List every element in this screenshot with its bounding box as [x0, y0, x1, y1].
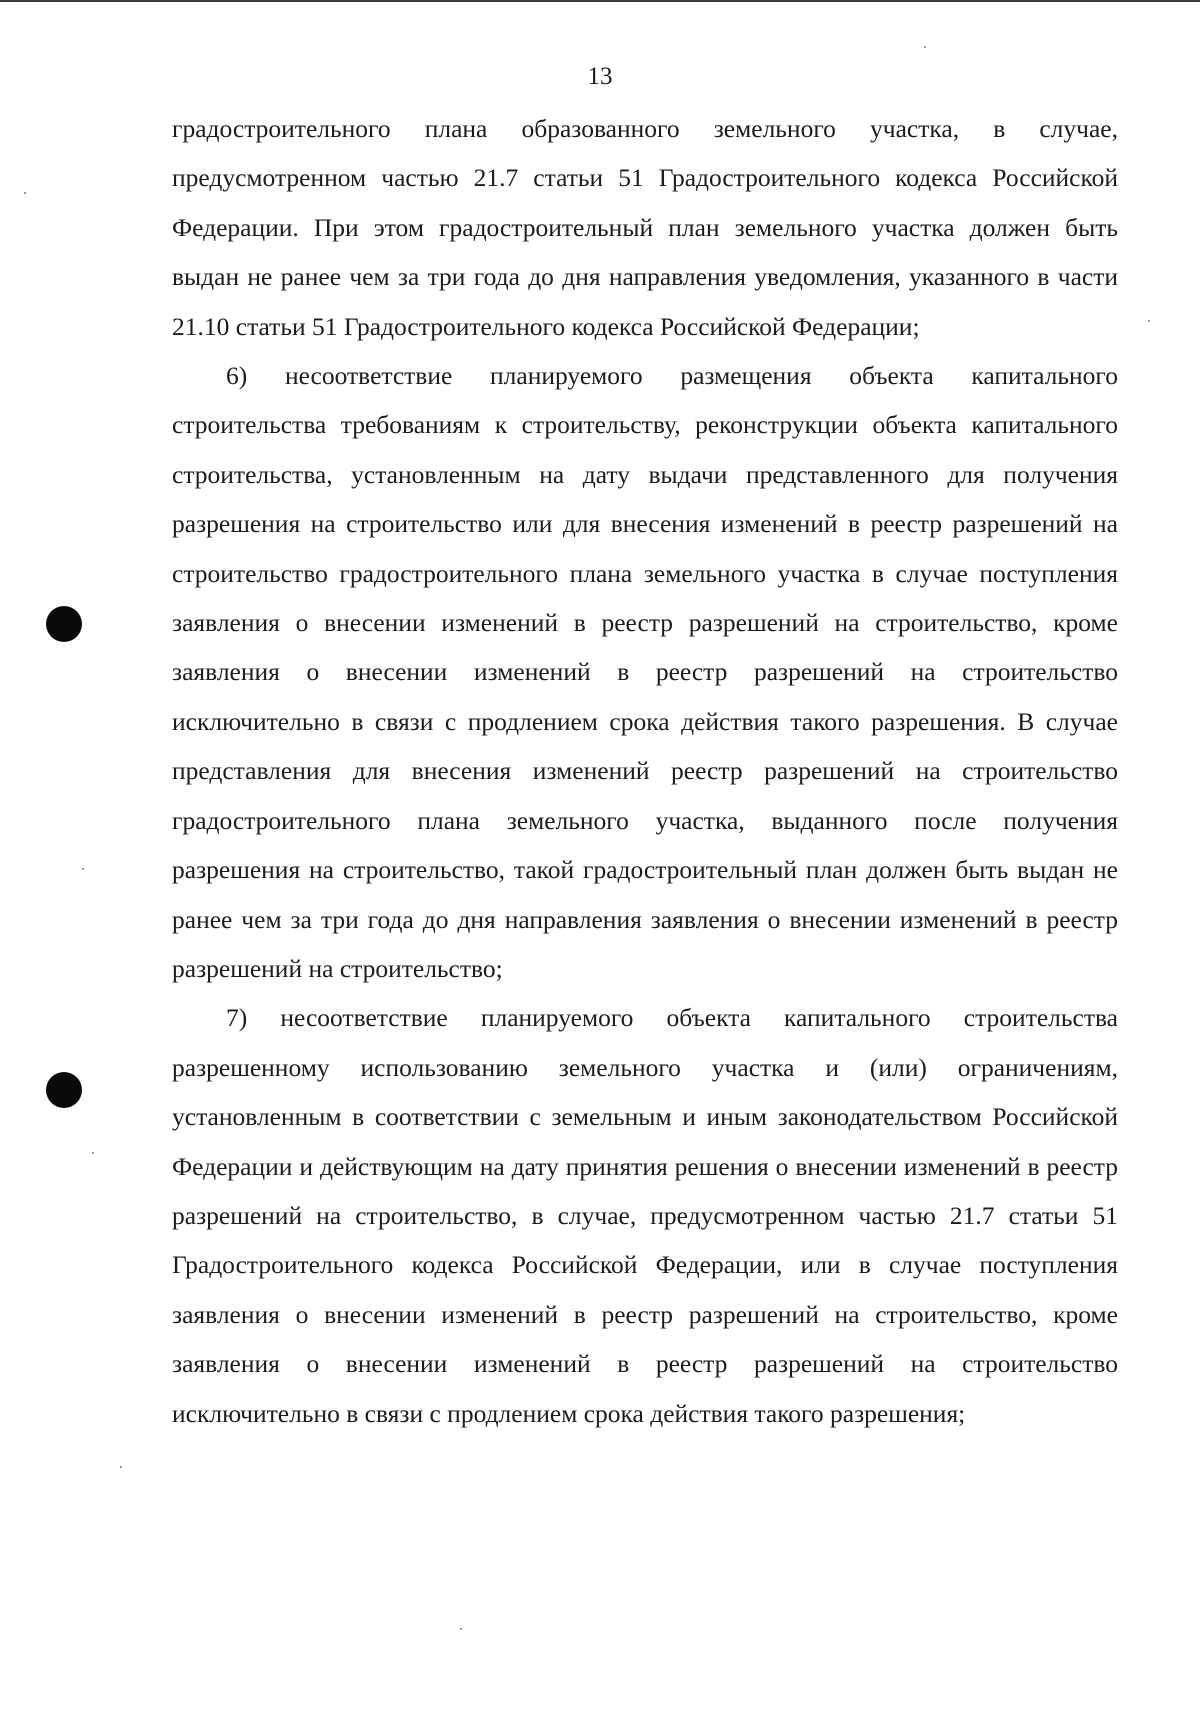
- scan-speck: [120, 1466, 122, 1468]
- scan-speck: [924, 46, 926, 48]
- scan-speck: [92, 1152, 94, 1154]
- scan-speck: [1148, 320, 1150, 322]
- page-number: 13: [587, 63, 613, 90]
- paragraph-item-7: 7) несоответствие планируемого объекта капитального строительства разрешенному использованию земельного участка и (или) ограничениям, установленным в соответствии с земельным и иным законодательством Российской Федерации и действующим на дату принятия решения о внесении изменений в реестр разрешений на строительство, в случае, предусмотренном частью 21.7 статьи 51 Градостроительного кодекса Российской Федерации, или в случае поступления заявления о внесении изменений в реестр разрешений на строительство, кроме заявления о внесении изменений в реестр разрешений на строительство исключительно в связи с продлением срока действия такого разрешения;: [172, 1003, 1118, 1428]
- binding-hole-upper: [46, 606, 82, 642]
- binding-hole-lower: [46, 1072, 82, 1108]
- document-body: [172, 104, 1118, 1438]
- page-top-edge: [0, 0, 1200, 2]
- scan-speck: [24, 192, 26, 194]
- paragraph-item-6: 6) несоответствие планируемого размещения объекта капитального строительства требованиям к строительству, реконструкции объекта капитального строительства, установленным на дату выдачи представленного для получения разрешения на строительство или для внесения изменений в реестр разрешений на строительство градостроительного плана земельного участка в случае поступления заявления о внесении изменений в реестр разрешений на строительство, кроме заявления о внесении изменений в реестр разрешений на строительство исключительно в связи с продлением срока действия такого разрешения. В случае представления для внесения изменений реестр разрешений на строительство градостроительного плана земельного участка, выданного после получения разрешения на строительство, такой градостроительный план должен быть выдан не ранее чем за три года до дня направления заявления о внесении изменений в реестр разрешений на строительство;: [172, 361, 1118, 983]
- paragraph-continuation: градостроительного плана образованного земельного участка, в случае, предусмотренном частью 21.7 статьи 51 Градостроительного кодекса Российской Федерации. При этом градостроительный план земельного участка должен быть выдан не ранее чем за три года до дня направления уведомления, указанного в части 21.10 статьи 51 Градостроительного кодекса Российской Федерации;: [172, 114, 1118, 341]
- scan-speck: [460, 1628, 462, 1630]
- scan-speck: [82, 868, 84, 870]
